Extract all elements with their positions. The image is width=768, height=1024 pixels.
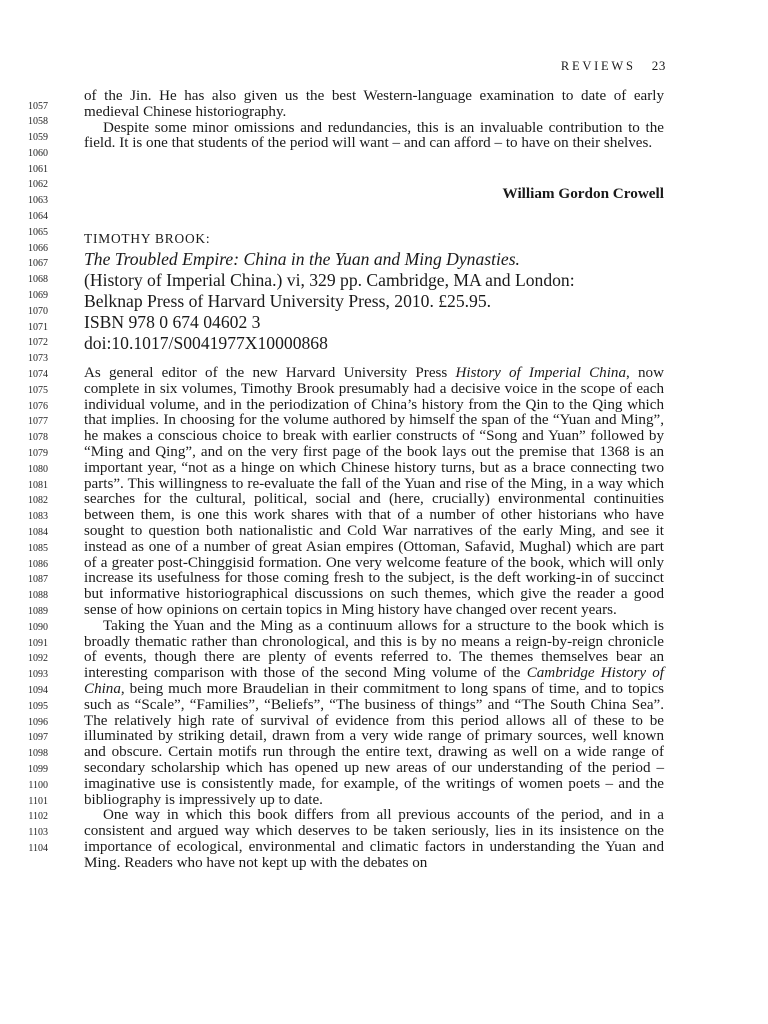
line-number: 1087 (28, 574, 48, 586)
book-publisher: Belknap Press of Harvard University Press, 2010. £25.95. (84, 291, 492, 311)
book-doi: doi:10.1017/S0041977X10000868 (84, 333, 328, 353)
line-number: 1080 (28, 463, 48, 475)
line-number: 1096 (28, 716, 48, 728)
line-number: 1072 (28, 337, 48, 349)
italic-series-title: History of Imperial China (455, 365, 627, 381)
line-number: 1082 (28, 495, 48, 507)
line-number: 1088 (28, 590, 48, 602)
line-number: 1064 (28, 211, 48, 223)
text-run: Taking the Yuan and the Ming as a continuum allows for a structure to the book which is broadly thematic rather than chronological, and this is by no means a reign-by-reign chronicle of events, though there are plenty of events referred to. The themes themselves bear an interesting comparison with those of the second Ming volume of the (84, 617, 664, 682)
line-number: 1094 (28, 684, 48, 696)
italic-book-title: Cambridge History of China (84, 665, 664, 697)
line-number: 1079 (28, 448, 48, 460)
running-head: REVIEWS (560, 59, 636, 73)
line-number: 1077 (28, 416, 48, 428)
line-number: 1067 (28, 258, 48, 270)
paragraph: One way in which this book differs from all previous accounts of the period, and in a consistent and argued way which deserves to be taken seriously, lies in its insistence on the importance of ecological, environmental and climatic factors in understanding the Yuan and Ming. Readers who have not kept up with the debates on (84, 807, 664, 871)
line-number: 1065 (28, 226, 48, 238)
line-number: 1081 (28, 479, 48, 491)
line-number: 1085 (28, 542, 48, 554)
line-number: 1075 (28, 384, 48, 396)
line-number: 1099 (28, 763, 48, 775)
book-isbn: ISBN 978 0 674 04602 3 (84, 312, 261, 332)
line-number: 1059 (28, 132, 48, 144)
line-number: 1103 (28, 827, 48, 839)
paragraph: of the Jin. He has also given us the best Western-language examination to date of early medieval Chinese historiography. (84, 88, 664, 120)
line-number: 1084 (28, 527, 48, 539)
line-number: 1098 (28, 748, 48, 760)
line-number: 1097 (28, 732, 48, 744)
line-number: 1057 (28, 100, 48, 112)
line-number: 1092 (28, 653, 48, 665)
reviewer-name: William Gordon Crowell (502, 185, 664, 202)
text-run: , being much more Braudelian in their commitment to long spans of time, and to topics such as “Scale”, “Families”, “Beliefs”, “The business of things” and “The South China Sea”. The relatively high rate of survival of evidence from this period allows all of these to be illuminated by striking detail, drawn from a very wide range of primary sources, well known and obscure. Certain motifs run through the entire text, drawing as well on a wide range of secondary scholarship which has opened up new areas of our understanding of the period – imaginative use is consistently made, for example, of the writings of women poets – and the bibliography is impressively up to date. (84, 680, 664, 808)
line-number: 1083 (28, 511, 48, 523)
paragraph: Despite some minor omissions and redundancies, this is an invaluable contribution to the field. It is one that students of the period will want – and can afford – to have on their shelves. (84, 119, 664, 152)
line-numbers (0, 99, 48, 857)
line-number: 1100 (28, 779, 48, 791)
line-number: 1062 (28, 179, 48, 191)
line-number: 1069 (28, 290, 48, 302)
line-number: 1061 (28, 163, 48, 175)
line-number: 1102 (28, 811, 48, 823)
line-number: 1070 (28, 305, 48, 317)
line-number: 1058 (28, 116, 48, 128)
text-run: As general editor of the new Harvard University Press (84, 365, 456, 381)
review-body (84, 366, 664, 872)
line-number: 1089 (28, 606, 48, 617)
line-number: 1095 (28, 700, 48, 712)
previous-review-end (84, 89, 664, 152)
line-number: 1071 (28, 321, 48, 333)
line-number: 1091 (28, 637, 48, 649)
line-number: 1086 (28, 558, 48, 570)
line-number: 1104 (28, 842, 48, 854)
line-number: 1066 (28, 242, 48, 254)
line-number: 1068 (28, 274, 48, 286)
line-number: 1090 (28, 621, 48, 633)
book-author: TIMOTHY BROOK: (84, 231, 211, 246)
running-header (561, 58, 666, 74)
paragraph (84, 619, 664, 809)
paragraph (84, 366, 664, 619)
page-number: 23 (651, 58, 666, 73)
line-number: 1076 (28, 400, 48, 412)
text-run: , now complete in six volumes, Timothy Brook presumably had a decisive voice in the scope of each individual volume, and in the periodization of China’s history from the Qin to the Qing which that implies. In choosing for the volume authored by himself the span of the “Yuan and Ming”, he makes a conscious choice to break with earlier constructs of “Song and Yuan” followed by “Ming and Qing”, and on the very first page of the book lays out the premise that 1368 is an important year, “not as a hinge on which Chinese history turns, but as a brace connecting two parts”. This willingness to re-evaluate the fall of the Yuan and rise of the Ming, in a way which searches for the cultural, political, social and (here, crucially) environmental continuities between them, is one this work shares with that of a number of other historians who have sought to question both nationalistic and Cold War narratives of the early Ming, and see it instead as one of a number of great Asian empires (Ottoman, Safavid, Mughal) which are part of a greater post-Chinggisid formation. One very welcome feature of the book, which will only increase its usefulness for those coming fresh to the subject, is the deft working-in of succinct but informative historiographical discussions on such themes, which give the reader a good sense of how opinions on certain topics in Ming history have changed over recent years. (84, 365, 665, 618)
line-number: 1060 (28, 147, 48, 159)
book-citation (84, 228, 684, 354)
line-number: 1093 (28, 669, 48, 681)
book-series-pages: (History of Imperial China.) vi, 329 pp. Cambridge, MA and London: (84, 270, 575, 290)
line-number: 1078 (28, 432, 48, 444)
line-number: 1074 (28, 369, 48, 381)
line-number: 1073 (28, 353, 48, 365)
book-title: The Troubled Empire: China in the Yuan and Ming Dynasties. (84, 249, 520, 269)
line-number: 1101 (28, 795, 48, 807)
line-number: 1063 (28, 195, 48, 207)
